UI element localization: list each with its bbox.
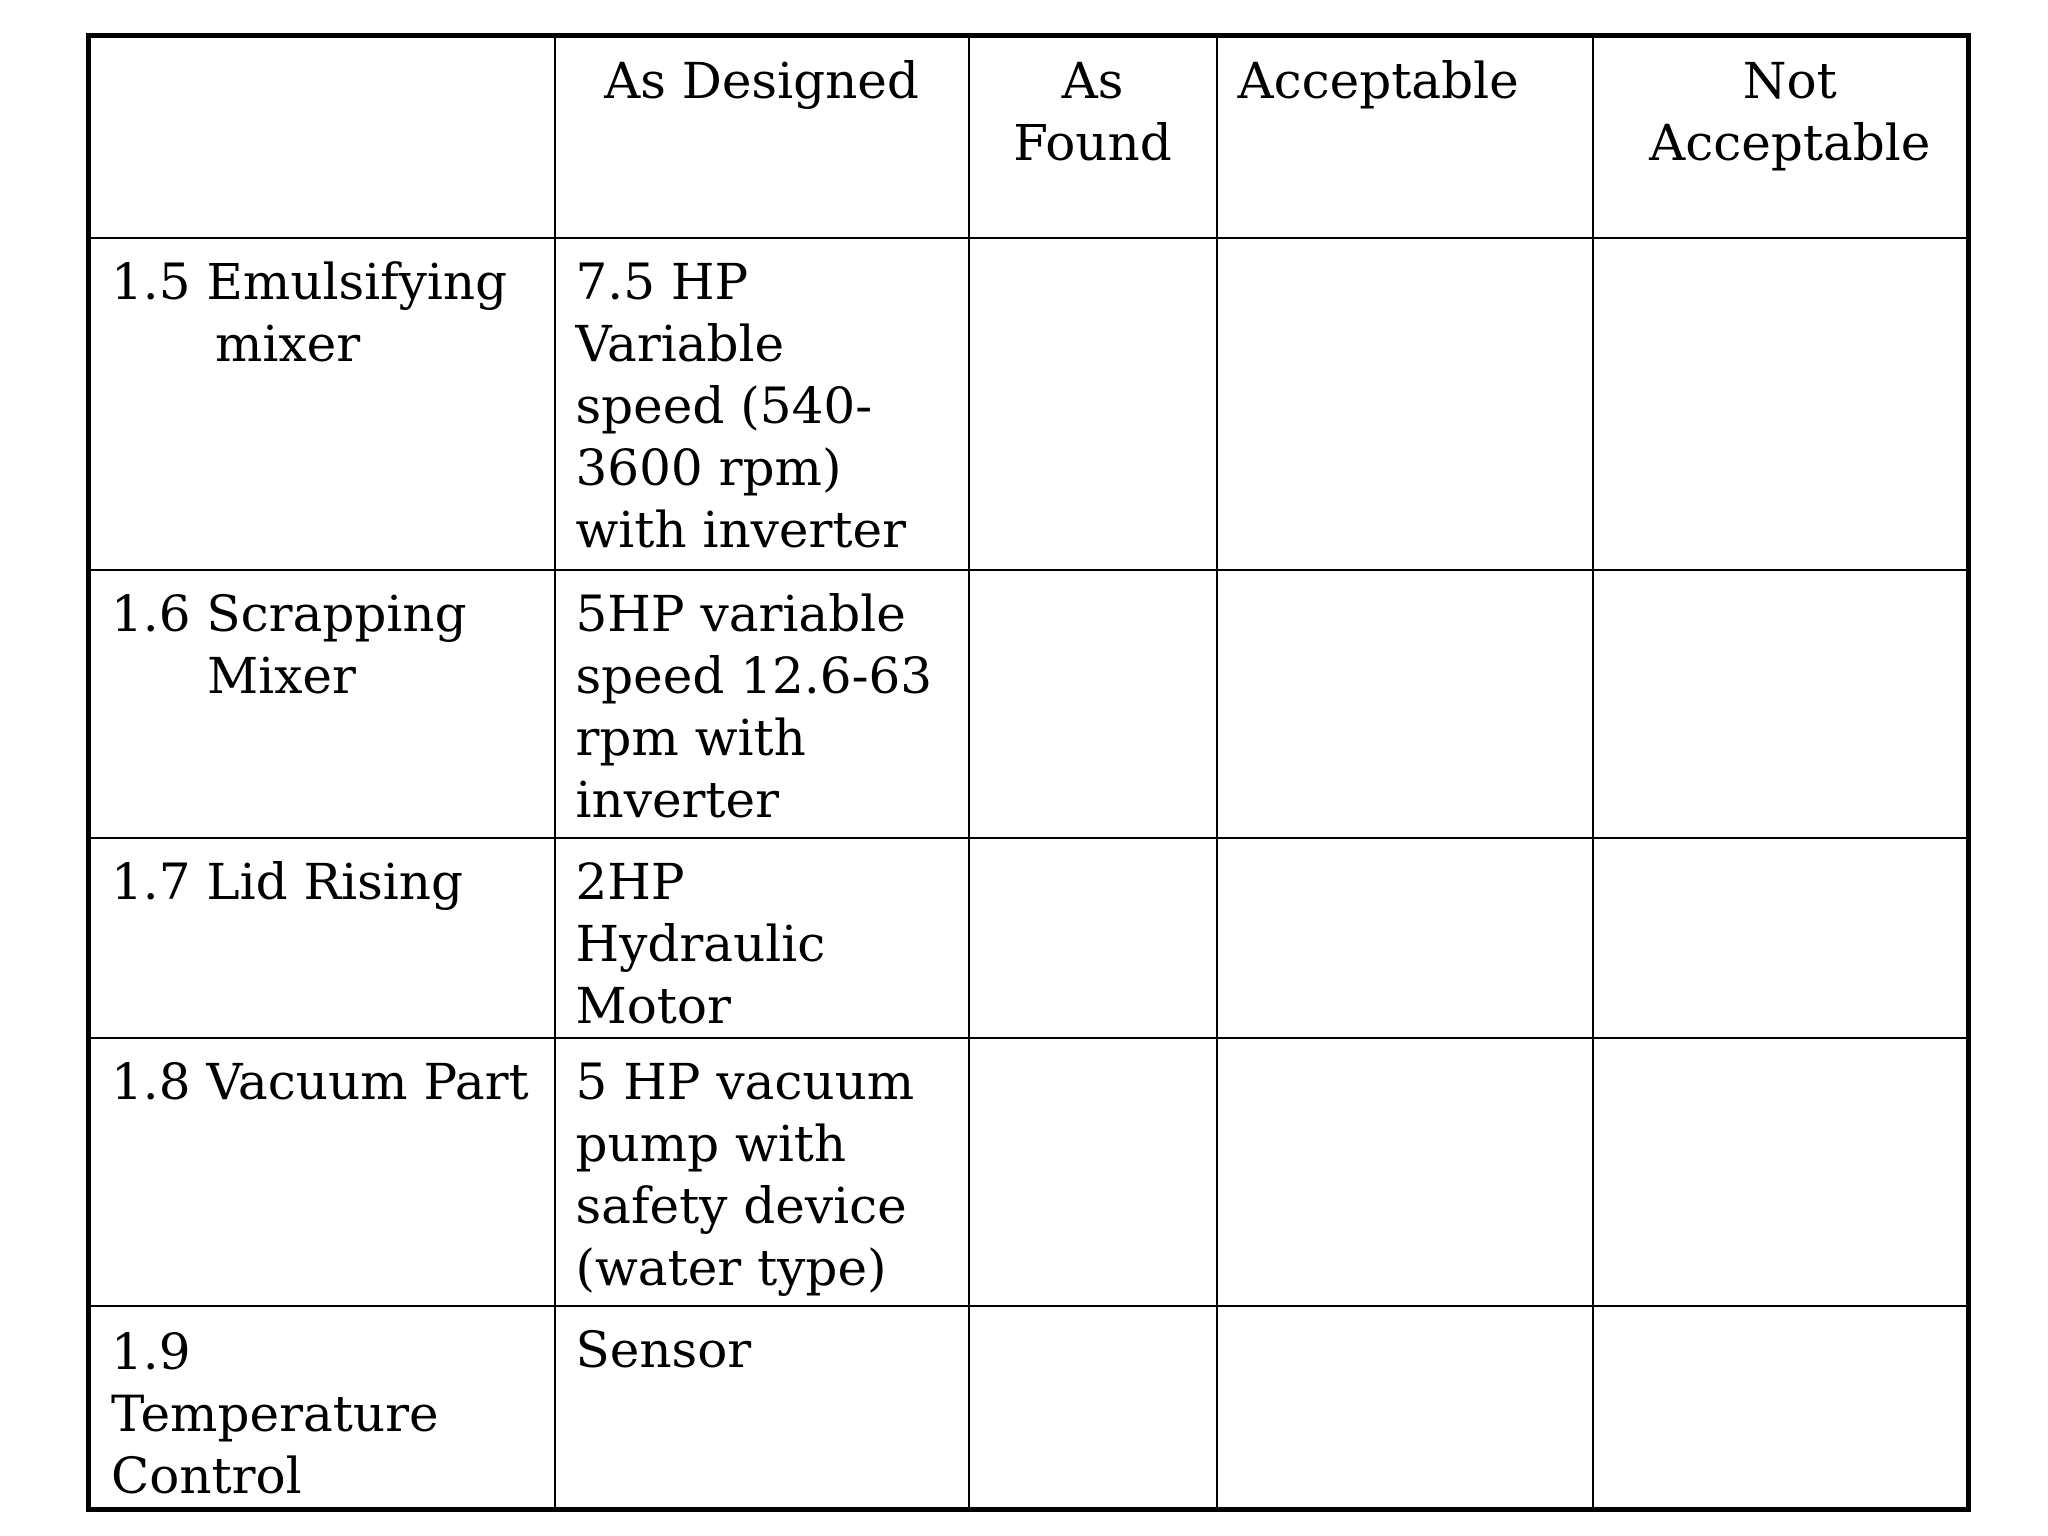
as-found-cell[interactable] — [969, 238, 1217, 570]
inspection-table — [86, 33, 1971, 1512]
table-row — [89, 238, 1969, 570]
item-label: 1.9 Temperature Control — [111, 1322, 439, 1505]
acceptable-cell[interactable] — [1217, 570, 1593, 838]
as-designed-cell: 7.5 HP Variable speed (540-3600 rpm) with inverter — [555, 238, 969, 570]
item-cell — [89, 570, 555, 838]
item-label: 1.8 Vacuum Part — [111, 1052, 529, 1111]
as-designed-cell: 5 HP vacuum pump with safety device (water type) — [555, 1038, 969, 1306]
as-designed-cell: 5HP variable speed 12.6-63 rpm with inverter — [555, 570, 969, 838]
item-cell — [89, 1306, 555, 1510]
table-row — [89, 570, 1969, 838]
item-cell — [89, 1038, 555, 1306]
table-row — [89, 838, 1969, 1038]
header-item — [89, 36, 555, 238]
acceptable-cell[interactable] — [1217, 238, 1593, 570]
acceptable-cell[interactable] — [1217, 1306, 1593, 1510]
as-found-cell[interactable] — [969, 570, 1217, 838]
as-found-cell[interactable] — [969, 1038, 1217, 1306]
item-cell — [89, 838, 555, 1038]
acceptable-cell[interactable] — [1217, 1038, 1593, 1306]
header-as-found: As Found — [969, 36, 1217, 238]
as-designed-cell: 2HP Hydraulic Motor — [555, 838, 969, 1038]
not-acceptable-cell[interactable] — [1593, 1306, 1969, 1510]
header-as-designed: As Designed — [555, 36, 969, 238]
item-label: 1.7 Lid Rising — [111, 852, 464, 911]
as-found-cell[interactable] — [969, 1306, 1217, 1510]
item-label: 1.5 Emulsifying mixer — [111, 252, 508, 373]
not-acceptable-cell[interactable] — [1593, 570, 1969, 838]
item-cell — [89, 238, 555, 570]
acceptable-cell[interactable] — [1217, 838, 1593, 1038]
table-row — [89, 1038, 1969, 1306]
not-acceptable-cell[interactable] — [1593, 838, 1969, 1038]
not-acceptable-cell[interactable] — [1593, 238, 1969, 570]
item-label: 1.6 Scrapping Mixer — [111, 584, 467, 705]
as-found-cell[interactable] — [969, 838, 1217, 1038]
header-row — [89, 36, 1969, 238]
not-acceptable-cell[interactable] — [1593, 1038, 1969, 1306]
header-acceptable: Acceptable — [1217, 36, 1593, 238]
header-not-acceptable: Not Acceptable — [1593, 36, 1969, 238]
table-row — [89, 1306, 1969, 1510]
as-designed-cell: Sensor — [555, 1306, 969, 1510]
